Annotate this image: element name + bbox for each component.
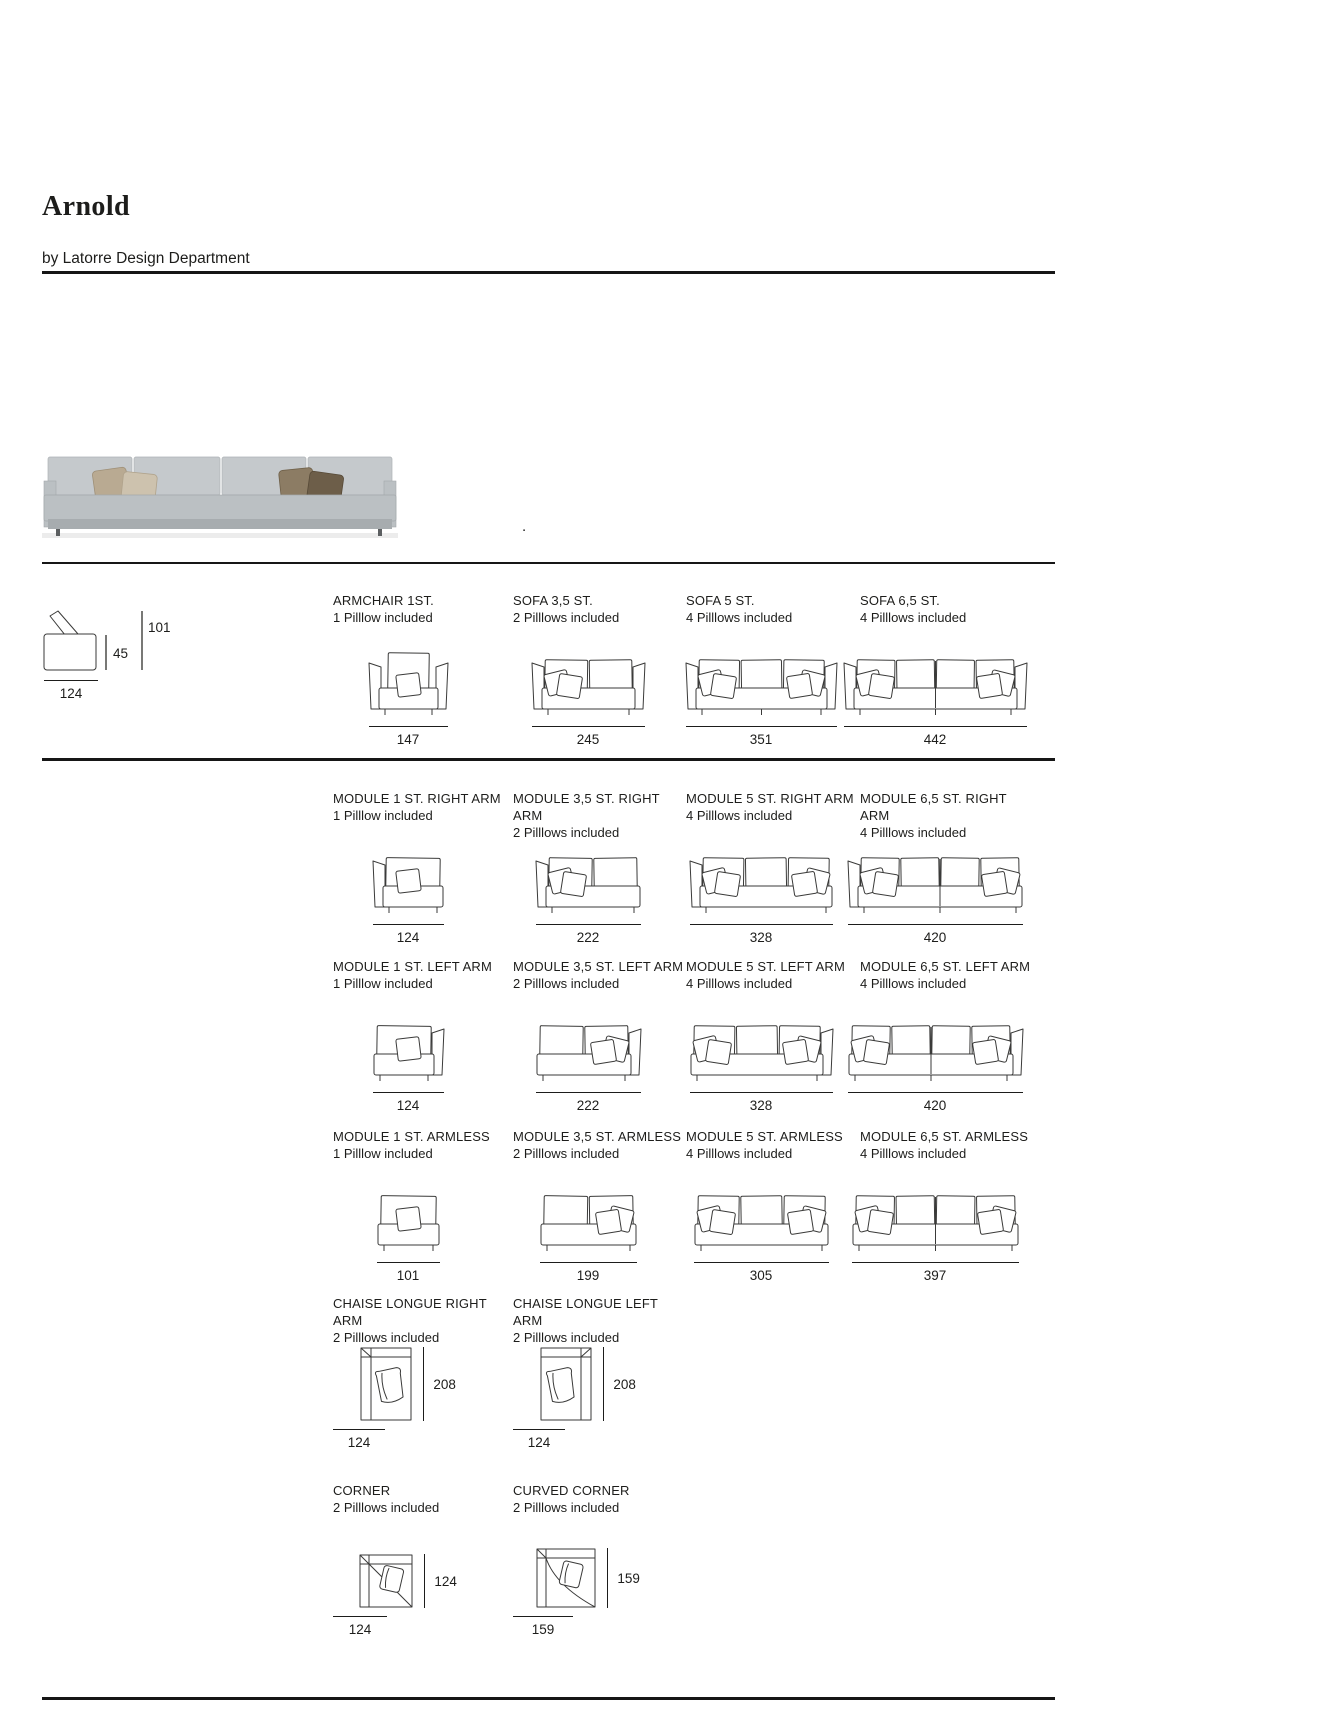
pillows-note: 4 Pilllows included bbox=[686, 1146, 793, 1162]
width-measure-line bbox=[513, 1429, 565, 1430]
stray-mark: . bbox=[522, 518, 527, 535]
sketch-area bbox=[540, 1174, 637, 1254]
pillows-note: 2 Pilllows included bbox=[513, 825, 620, 841]
side-sketch-column bbox=[42, 592, 333, 701]
width-value: 305 bbox=[749, 1268, 773, 1284]
depth-dimension bbox=[424, 1554, 457, 1608]
sketch-area bbox=[694, 1174, 829, 1254]
width-value: 222 bbox=[576, 930, 600, 946]
total-height-label: 101 bbox=[148, 620, 171, 635]
product-cell bbox=[686, 592, 860, 747]
product-sketch-front bbox=[690, 1014, 833, 1084]
product-cell bbox=[686, 1128, 860, 1283]
width-value: 124 bbox=[396, 930, 420, 946]
row-spacer bbox=[42, 1128, 333, 1283]
product-sketch-corner bbox=[536, 1548, 596, 1608]
depth-line bbox=[603, 1347, 604, 1421]
sketch-area bbox=[536, 836, 641, 916]
sketch-column bbox=[860, 1174, 1010, 1283]
pillows-note: 2 Pilllows included bbox=[513, 976, 620, 992]
product-title: CURVED CORNER bbox=[513, 1483, 630, 1498]
width-measure-line bbox=[536, 1092, 641, 1093]
product-title: SOFA 6,5 ST. bbox=[860, 593, 940, 608]
product-cell bbox=[860, 1128, 1035, 1283]
product-cell-header bbox=[860, 790, 1035, 841]
sketch-column bbox=[513, 1004, 663, 1113]
product-title: SOFA 3,5 ST. bbox=[513, 593, 593, 608]
pillows-note: 1 Pilllow included bbox=[333, 1146, 433, 1162]
depth-dimension bbox=[423, 1347, 456, 1421]
product-cell bbox=[513, 1482, 686, 1637]
product-cell-header bbox=[513, 1482, 686, 1528]
width-measure-line bbox=[536, 924, 641, 925]
sketch-row bbox=[848, 846, 1023, 916]
width-value: 442 bbox=[923, 732, 947, 748]
width-measure-line bbox=[44, 680, 98, 681]
catalog-row-corners bbox=[42, 1482, 1055, 1637]
width-measure-line bbox=[377, 1262, 440, 1263]
width-measure-line bbox=[852, 1262, 1019, 1263]
product-sketch-corner bbox=[359, 1554, 413, 1608]
width-measure-line bbox=[848, 924, 1023, 925]
product-cell bbox=[686, 958, 860, 1113]
sketch-column bbox=[686, 1004, 836, 1113]
sketch-column bbox=[860, 638, 1010, 747]
sketch-column bbox=[513, 1341, 663, 1450]
catalog-row-sofas bbox=[42, 592, 1055, 747]
product-title: MODULE 6,5 ST. LEFT ARM bbox=[860, 959, 1031, 974]
sketch-row bbox=[686, 648, 837, 718]
depth-dimension bbox=[603, 1347, 636, 1421]
product-title: MODULE 5 ST. ARMLESS bbox=[686, 1129, 843, 1144]
product-cell bbox=[333, 592, 513, 747]
depth-value: 208 bbox=[613, 1376, 636, 1392]
product-sketch-front bbox=[540, 1184, 637, 1254]
width-value: 328 bbox=[749, 1098, 773, 1114]
width-value: 124 bbox=[396, 1098, 420, 1114]
product-cell bbox=[860, 790, 1035, 945]
product-title: MODULE 5 ST. RIGHT ARM bbox=[686, 791, 854, 806]
sketch-area bbox=[690, 1004, 833, 1084]
product-cell bbox=[333, 1482, 513, 1637]
sketch-area bbox=[532, 638, 645, 718]
pillows-note: 4 Pilllows included bbox=[860, 1146, 967, 1162]
catalog-row-modules-left-arm bbox=[42, 958, 1055, 1113]
product-title: MODULE 5 ST. LEFT ARM bbox=[686, 959, 845, 974]
product-sketch-front bbox=[844, 648, 1027, 718]
sketch-row bbox=[359, 1554, 457, 1608]
width-measure-line bbox=[848, 1092, 1023, 1093]
sketch-row bbox=[536, 846, 641, 916]
product-cell-header bbox=[860, 1128, 1035, 1174]
footer-rule bbox=[42, 1697, 1055, 1700]
sketch-column bbox=[513, 638, 663, 747]
product-cell-header bbox=[333, 790, 513, 836]
sketch-area bbox=[848, 836, 1023, 916]
product-cell-header bbox=[333, 1295, 513, 1346]
sketch-column bbox=[333, 1004, 483, 1113]
product-photo bbox=[42, 447, 398, 539]
product-cell bbox=[860, 592, 1035, 747]
sketch-row bbox=[373, 846, 444, 916]
sketch-area bbox=[686, 638, 837, 718]
pillows-note: 1 Pilllow included bbox=[333, 610, 433, 626]
width-measure-line bbox=[373, 1092, 444, 1093]
sketch-area bbox=[540, 1341, 636, 1421]
product-title: MODULE 3,5 ST. RIGHT ARM bbox=[513, 791, 660, 824]
product-cell-header bbox=[686, 592, 860, 638]
sketch-area bbox=[373, 836, 444, 916]
row-spacer bbox=[42, 958, 333, 1113]
product-title: CORNER bbox=[333, 1483, 391, 1498]
width-value: 124 bbox=[347, 1435, 371, 1451]
product-cell-header bbox=[333, 1482, 513, 1528]
product-sketch-front bbox=[536, 1014, 641, 1084]
sketch-row bbox=[690, 846, 833, 916]
product-title: MODULE 3,5 ST. ARMLESS bbox=[513, 1129, 682, 1144]
width-measure-line bbox=[690, 924, 833, 925]
depth-line bbox=[423, 1347, 424, 1421]
sketch-row bbox=[536, 1014, 641, 1084]
product-cell-header bbox=[333, 592, 513, 638]
pillows-note: 4 Pilllows included bbox=[686, 976, 793, 992]
catalog-row-chaise-longue bbox=[42, 1295, 1055, 1450]
product-sketch-front bbox=[532, 648, 645, 718]
sketch-area bbox=[848, 1004, 1023, 1084]
product-cell-header bbox=[513, 592, 686, 638]
width-measure-line bbox=[686, 726, 837, 727]
product-cell bbox=[333, 1128, 513, 1283]
sketch-row bbox=[377, 1184, 440, 1254]
depth-line bbox=[607, 1548, 608, 1608]
product-sketch-front bbox=[373, 846, 444, 916]
width-value: 420 bbox=[923, 1098, 947, 1114]
width-measure-line bbox=[513, 1616, 573, 1617]
seat-height-label: 45 bbox=[113, 646, 129, 661]
depth-dimension bbox=[607, 1548, 640, 1608]
row-spacer bbox=[42, 1295, 333, 1450]
product-cell-header bbox=[513, 958, 686, 1004]
row-spacer bbox=[42, 790, 333, 945]
product-title: SOFA 5 ST. bbox=[686, 593, 755, 608]
sketch-column bbox=[333, 638, 483, 747]
product-title: MODULE 1 ST. LEFT ARM bbox=[333, 959, 492, 974]
product-sketch-front bbox=[369, 648, 448, 718]
product-cell bbox=[513, 592, 686, 747]
product-cell-header bbox=[686, 1128, 860, 1174]
side-view-cell bbox=[42, 592, 333, 747]
width-measure-line bbox=[532, 726, 645, 727]
width-measure-line bbox=[694, 1262, 829, 1263]
product-cell-header bbox=[333, 958, 513, 1004]
sketch-row bbox=[360, 1347, 456, 1421]
sketch-area bbox=[369, 638, 448, 718]
sketch-row bbox=[540, 1347, 636, 1421]
sketch-column bbox=[686, 638, 836, 747]
sketch-area bbox=[373, 1004, 444, 1084]
sketch-row bbox=[848, 1014, 1023, 1084]
product-cell bbox=[513, 1295, 686, 1450]
product-cell-header bbox=[513, 790, 686, 841]
pillows-note: 2 Pilllows included bbox=[333, 1330, 440, 1346]
pillows-note: 4 Pilllows included bbox=[860, 610, 967, 626]
product-cell bbox=[513, 790, 686, 945]
product-cell bbox=[513, 1128, 686, 1283]
product-sketch-front bbox=[848, 846, 1023, 916]
width-measure-line bbox=[369, 726, 448, 727]
product-cell-header bbox=[686, 958, 860, 1004]
product-cell bbox=[686, 790, 860, 945]
pillows-note: 2 Pilllows included bbox=[513, 1500, 620, 1516]
width-value: 397 bbox=[923, 1268, 947, 1284]
product-cell bbox=[333, 790, 513, 945]
pillows-note: 4 Pilllows included bbox=[860, 976, 967, 992]
catalog-row-modules-right-arm bbox=[42, 790, 1055, 945]
sketch-row bbox=[852, 1184, 1019, 1254]
sketch-column bbox=[333, 1174, 483, 1283]
pillows-note: 2 Pilllows included bbox=[333, 1500, 440, 1516]
pillows-note: 1 Pilllow included bbox=[333, 808, 433, 824]
sketch-column bbox=[686, 836, 836, 945]
sketch-row bbox=[540, 1184, 637, 1254]
product-cell-header bbox=[513, 1295, 686, 1346]
sketch-area bbox=[359, 1528, 457, 1608]
product-sketch-front bbox=[694, 1184, 829, 1254]
width-value: 147 bbox=[396, 732, 420, 748]
sketch-area bbox=[690, 836, 833, 916]
depth-value: 124 bbox=[434, 1573, 457, 1589]
sketch-column bbox=[333, 1528, 483, 1637]
row-spacer bbox=[42, 1482, 333, 1637]
product-cell-header bbox=[860, 958, 1035, 1004]
product-title: ARMCHAIR 1ST. bbox=[333, 593, 434, 608]
sketch-area bbox=[42, 592, 212, 672]
product-sketch-chaise bbox=[540, 1347, 592, 1421]
pillows-note: 4 Pilllows included bbox=[686, 808, 793, 824]
width-value: 245 bbox=[576, 732, 600, 748]
depth-value: 208 bbox=[433, 1376, 456, 1392]
product-title: CHAISE LONGUE LEFT ARM bbox=[513, 1296, 658, 1329]
sketch-row bbox=[532, 648, 645, 718]
section-rule-thin bbox=[42, 562, 1055, 564]
product-title: MODULE 3,5 ST. LEFT ARM bbox=[513, 959, 684, 974]
width-value: 124 bbox=[527, 1435, 551, 1451]
product-sketch-front bbox=[536, 846, 641, 916]
width-measure-line bbox=[333, 1429, 385, 1430]
width-value: 124 bbox=[348, 1622, 372, 1638]
page-title: Arnold bbox=[42, 190, 130, 222]
width-measure-line bbox=[844, 726, 1027, 727]
product-cell bbox=[860, 958, 1035, 1113]
width-measure-line bbox=[333, 1616, 387, 1617]
depth-line bbox=[424, 1554, 425, 1608]
product-title: MODULE 1 ST. RIGHT ARM bbox=[333, 791, 501, 806]
product-cell bbox=[333, 958, 513, 1113]
product-title: MODULE 6,5 ST. RIGHT ARM bbox=[860, 791, 1007, 824]
pillows-note: 2 Pilllows included bbox=[513, 1146, 620, 1162]
sketch-area bbox=[536, 1004, 641, 1084]
width-value: 420 bbox=[923, 930, 947, 946]
product-cell-header bbox=[513, 1128, 686, 1174]
product-cell-header bbox=[686, 790, 860, 836]
pillows-note: 2 Pilllows included bbox=[513, 1330, 620, 1346]
sketch-area bbox=[360, 1341, 456, 1421]
product-sketch-front bbox=[848, 1014, 1023, 1084]
product-title: CHAISE LONGUE RIGHT ARM bbox=[333, 1296, 487, 1329]
sketch-area bbox=[536, 1528, 640, 1608]
sketch-row bbox=[694, 1184, 829, 1254]
sketch-row bbox=[373, 1014, 444, 1084]
product-title: MODULE 1 ST. ARMLESS bbox=[333, 1129, 490, 1144]
product-sketch-front bbox=[690, 846, 833, 916]
width-value: 222 bbox=[576, 1098, 600, 1114]
width-measure-line bbox=[540, 1262, 637, 1263]
sketch-column bbox=[860, 1004, 1010, 1113]
sketch-column bbox=[513, 1174, 663, 1283]
catalog-row-modules-armless bbox=[42, 1128, 1055, 1283]
sketch-row bbox=[536, 1548, 640, 1608]
product-sketch-front bbox=[377, 1184, 440, 1254]
sketch-row bbox=[844, 648, 1027, 718]
sketch-column bbox=[860, 836, 1010, 945]
side-view-sketch bbox=[42, 608, 212, 672]
width-measure-line bbox=[690, 1092, 833, 1093]
product-title: MODULE 6,5 ST. ARMLESS bbox=[860, 1129, 1029, 1144]
product-cell bbox=[333, 1295, 513, 1450]
product-sketch-front bbox=[852, 1184, 1019, 1254]
width-value: 351 bbox=[749, 732, 773, 748]
width-value: 159 bbox=[531, 1622, 555, 1638]
sketch-column bbox=[333, 836, 483, 945]
sketch-column bbox=[513, 836, 663, 945]
product-cell-header bbox=[860, 592, 1035, 638]
width-value: 199 bbox=[576, 1268, 600, 1284]
product-cell bbox=[513, 958, 686, 1113]
sketch-row bbox=[369, 648, 448, 718]
width-measure-line bbox=[373, 924, 444, 925]
section-rule-thick bbox=[42, 758, 1055, 761]
pillows-note: 2 Pilllows included bbox=[513, 610, 620, 626]
sofa-photo-illustration bbox=[42, 447, 398, 539]
header-rule bbox=[42, 271, 1055, 274]
sketch-area bbox=[852, 1174, 1019, 1254]
product-sketch-chaise bbox=[360, 1347, 412, 1421]
sketch-column bbox=[686, 1174, 836, 1283]
pillows-note: 4 Pilllows included bbox=[860, 825, 967, 841]
sketch-area bbox=[844, 638, 1027, 718]
width-value: 124 bbox=[59, 686, 83, 702]
product-sketch-front bbox=[686, 648, 837, 718]
width-value: 328 bbox=[749, 930, 773, 946]
width-value: 101 bbox=[396, 1268, 420, 1284]
sketch-row bbox=[690, 1014, 833, 1084]
pillows-note: 4 Pilllows included bbox=[686, 610, 793, 626]
pillows-note: 1 Pilllow included bbox=[333, 976, 433, 992]
sketch-column bbox=[513, 1528, 663, 1637]
depth-value: 159 bbox=[617, 1570, 640, 1586]
sketch-column bbox=[333, 1341, 483, 1450]
page-subtitle: by Latorre Design Department bbox=[42, 250, 250, 267]
sketch-area bbox=[377, 1174, 440, 1254]
product-sketch-front bbox=[373, 1014, 444, 1084]
product-cell-header bbox=[333, 1128, 513, 1174]
